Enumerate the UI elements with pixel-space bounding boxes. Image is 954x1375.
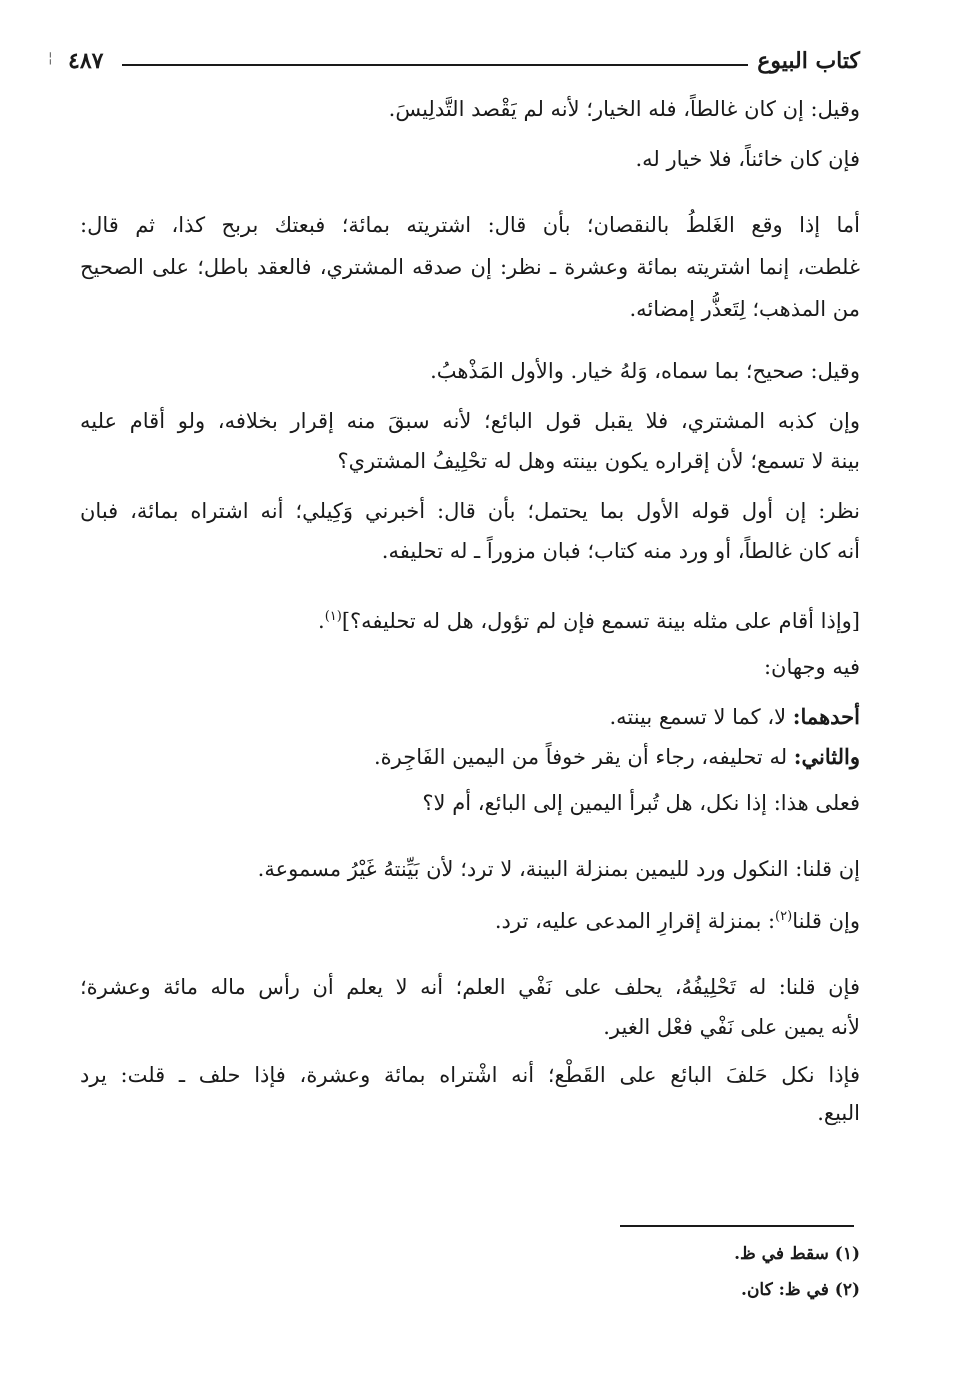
text-line: فإن كان خائناً، فلا خيار له. xyxy=(635,147,860,171)
page-number: ٤٨٧ xyxy=(68,48,104,74)
text-line: [وإذا أقام على مثله بينة تسمع فإن لم تؤول، هل له تحليفه؟]$^{(١)}$. xyxy=(318,609,860,633)
first-opinion-label: أحدهما: xyxy=(792,704,860,729)
chapter-title: كتاب البيوع xyxy=(757,48,860,74)
text-line: غلطت، إنما اشتريته بمائة وعشرة ـ نظر: إن صدقه المشتري، فالعقد باطل؛ على الصحيح xyxy=(80,255,860,279)
text-fragment: وإن قلنا xyxy=(792,909,860,933)
text-line: وإن كذبه المشتري، فلا يقبل قول البائع؛ لأنه سبقَ منه إقرار بخلافه، ولو أقام عليه xyxy=(80,409,860,433)
text-line xyxy=(200,740,860,774)
footnote-mark: (١) xyxy=(324,609,342,624)
text-line: وقيل: إن كان غالطاً، فله الخيار؛ لأنه لم يَقْصد التَّدلِيسَ. xyxy=(388,97,860,121)
text-line: نظر: إن أول قوله الأول بما يحتمل؛ بأن قال: أخبرني وَكِيلي؛ أنه اشتراه بمائة، فبان xyxy=(80,499,860,523)
text-line: البيع. xyxy=(817,1101,860,1125)
text-line xyxy=(300,900,860,938)
first-opinion-text: لا، كما لا تسمع بينته. xyxy=(609,705,793,729)
second-opinion-text: له تحليفه، رجاء أن يقر خوفاً من اليمين الفَاجِرة. xyxy=(373,745,794,769)
footnote: (٢) في ظ: كان. xyxy=(741,1280,860,1300)
bracketed-question: [وإذا أقام على مثله بينة تسمع فإن لم تؤول، هل له تحليفه؟] xyxy=(341,609,860,633)
text-line: أنه كان غالطاً، أو ورد منه كتاب؛ فبان مزوراً ـ له تحليفه. xyxy=(381,539,860,563)
text-line: وقيل: صحيح؛ بما سماه، وَلهُ خيار. والأول المَذْهبُ. xyxy=(430,359,860,383)
footnote: (١) سقط في ظ. xyxy=(734,1244,860,1264)
footnote-rule xyxy=(620,1225,854,1227)
text-line: فإن قلنا: له تَحْلِيفُهُ، يحلف على نَفْي العلم؛ أنه لا يعلم أن رأس ماله مائة وعشرة؛ xyxy=(80,975,860,999)
text-line: فعلى هذا: إذا نكل، هل تُبرأ اليمين إلى البائع، أم لا؟ xyxy=(422,791,860,815)
text-line: لأنه يمين على نَفْي فعْل الغير. xyxy=(603,1015,860,1039)
text-line: من المذهب؛ لِتَعذُّر إمضائه. xyxy=(629,297,860,321)
second-opinion-label: والثاني: xyxy=(793,744,860,769)
margin-mark: ¦ xyxy=(48,50,53,66)
text-line: أما إذا وقع الغَلطُ بالنقصان؛ بأن قال: اشتريته بمائة؛ فبعتك بربح كذا، ثم قال: xyxy=(80,213,860,237)
footnote-mark: (٢) xyxy=(775,909,793,924)
text-line: فإذا نكل حَلفَ البائع على القَطْع؛ أنه اشْتراه بمائة وعشرة، فإذا حلف ـ قلت: يرد xyxy=(80,1063,860,1087)
running-header xyxy=(48,48,860,80)
text-line: فيه وجهان: xyxy=(763,655,860,679)
header-rule xyxy=(122,64,748,66)
text-line: إن قلنا: النكول ورد لليمين بمنزلة البينة، لا ترد؛ لأن بَيِّنتهُ غَيْرُ مسموعة. xyxy=(257,857,860,881)
text-line: بينة لا تسمع؛ لأن إقراره يكون بينته وهل له تحْلِيفُ المشتري؟ xyxy=(337,449,860,473)
text-line xyxy=(300,700,860,734)
text-fragment: : بمنزلة إقرارِ المدعى عليه، ترد. xyxy=(494,909,776,933)
